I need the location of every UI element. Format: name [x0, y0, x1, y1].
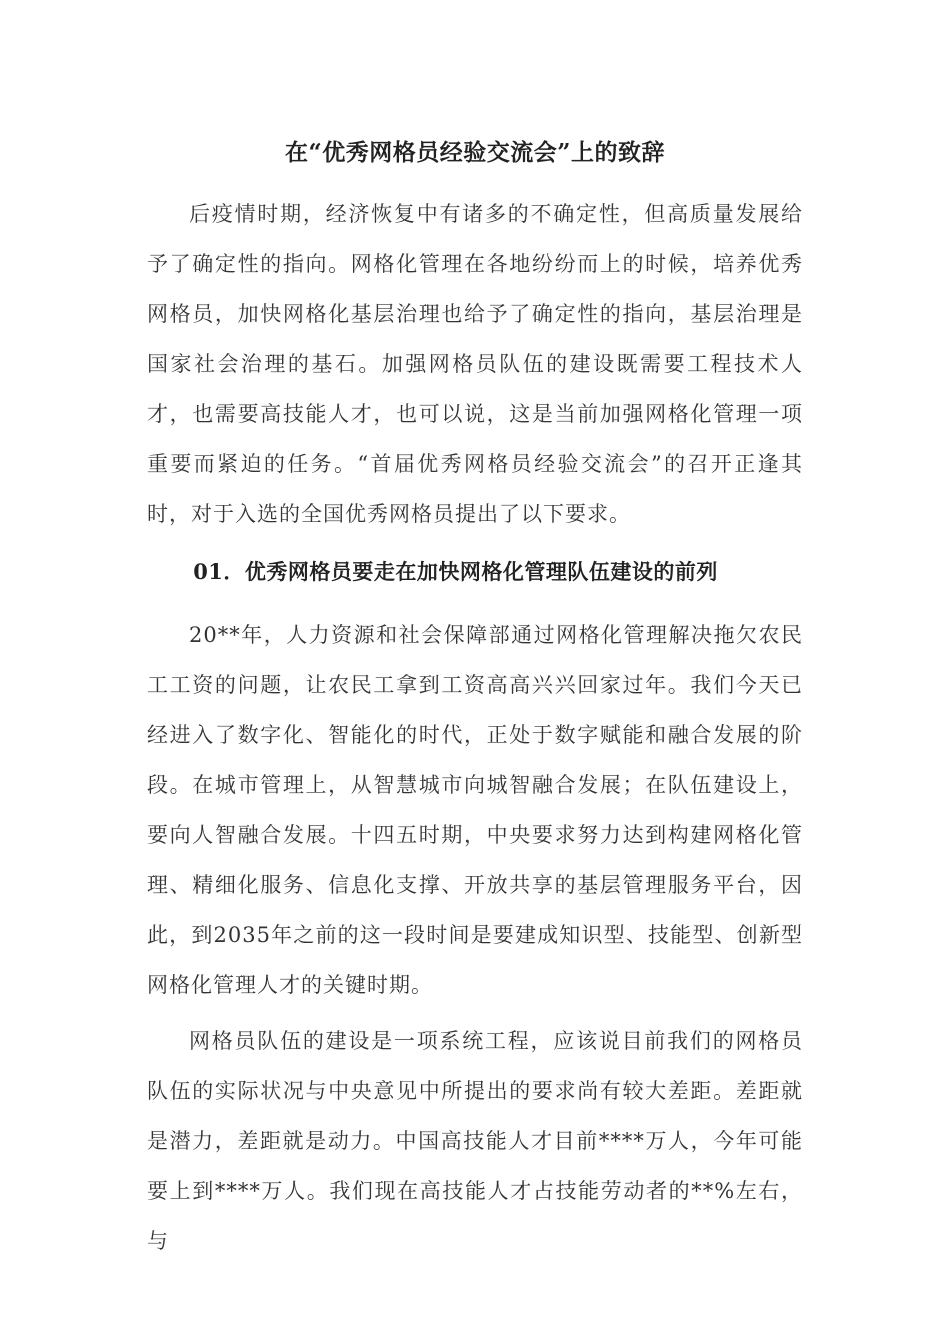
document-title: 在“优秀网格员经验交流会”上的致辞	[285, 139, 665, 166]
body-paragraph-1: 后疫情时期，经济恢复中有诸多的不确定性，但高质量发展给予了确定性的指向。网格化管理在各地纷纷而上的时候，培养优秀网格员，加快网格化基层治理也给予了确定性的指向，基层治理是国家社会治理的基石。加强网格员队伍的建设既需要工程技术人才，也需要高技能人才，也可以说，这是当前加强网格化管理一项重要而紧迫的任务。“首届优秀网格员经验交流会”的召开正逢其时，对于入选的全国优秀网格员提出了以下要求。	[147, 202, 803, 526]
section-heading: 01．优秀网格员要走在加快网格化管理队伍建设的前列	[193, 559, 718, 584]
body-paragraph-3: 网格员队伍的建设是一项系统工程，应该说目前我们的网格员队伍的实际状况与中央意见中所提出的要求尚有较大差距。差距就是潜力，差距就是动力。中国高技能人才目前****万人，今年可能要上到****万人。我们现在高技能人才占技能劳动者的**%左右，与	[147, 1029, 803, 1253]
body-paragraph-2: 20**年，人力资源和社会保障部通过网格化管理解决拖欠农民工工资的问题，让农民工拿到工资高高兴兴回家过年。我们今天已经进入了数字化、智能化的时代，正处于数字赋能和融合发展的阶段。在城市管理上，从智慧城市向城智融合发展；在队伍建设上，要向人智融合发展。十四五时期，中央要求努力达到构建网格化管理、精细化服务、信息化支撑、开放共享的基层管理服务平台，因此，到2035年之前的这一段时间是要建成知识型、技能型、创新型网格化管理人才的关键时期。	[147, 623, 803, 997]
